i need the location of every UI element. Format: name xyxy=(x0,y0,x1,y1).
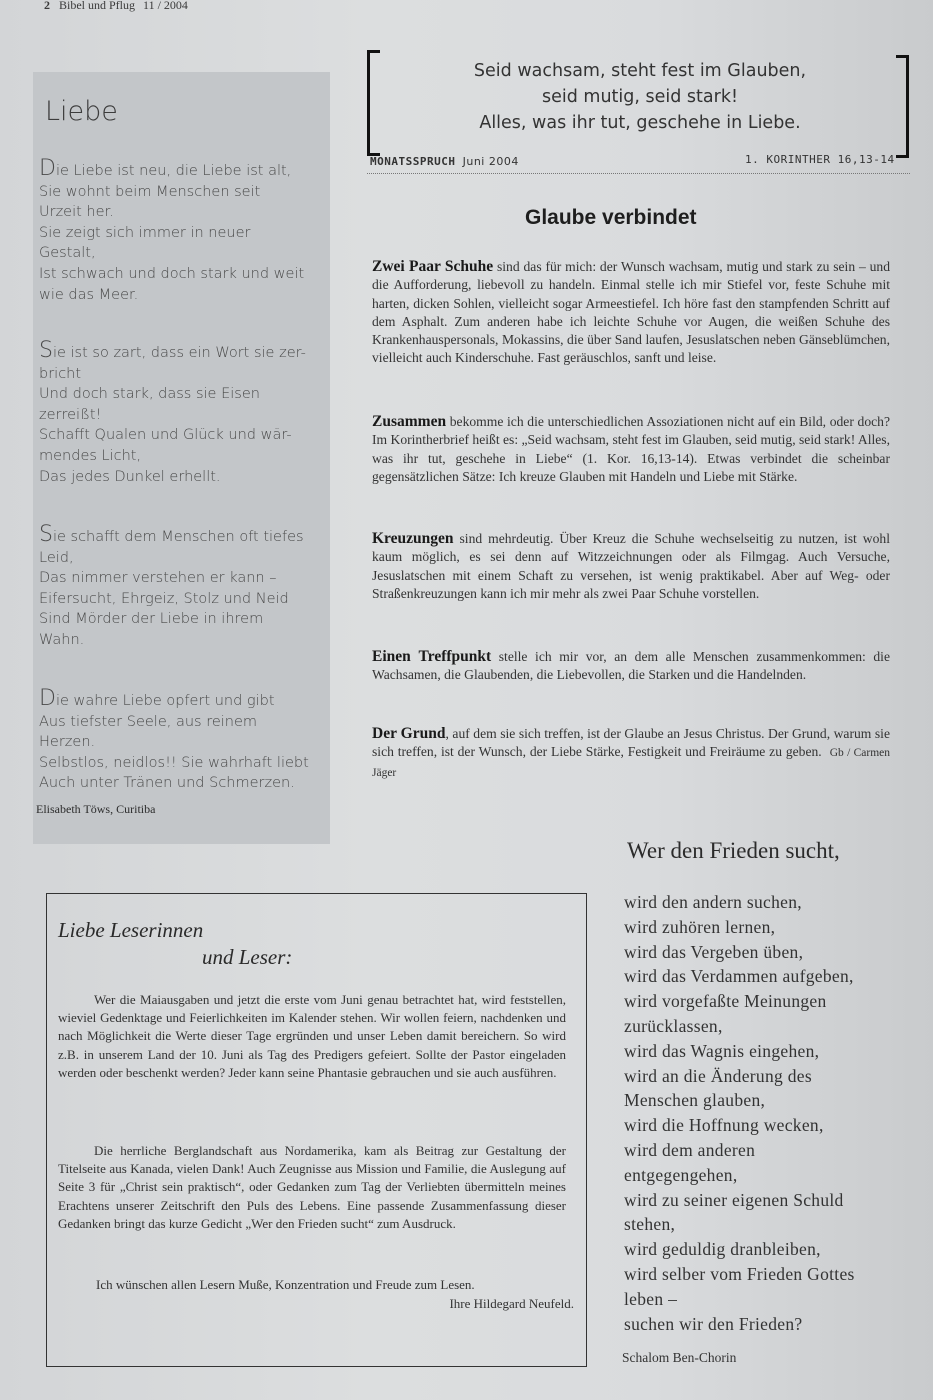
poem-line: Die Liebe ist neu, die Liebe ist alt, xyxy=(39,156,292,181)
paragraph-text: bekomme ich die unterschiedlichen Assoziationen nicht auf ein Bild, oder doch? Im Korintherbrief heißt es: „Seid wachsam, steht fest im Glauben, seid mutig, seid stark! Alles, was ihr tut, geschehe in Liebe“ (1. Kor. 16,13-14). Etwas verbindet die scheinbar gegensätzlichen Sätze: Ich kreuze Glauben mit Handeln und Liebe mit Stärke. xyxy=(372,414,890,484)
poem-line: Sie ist so zart, dass ein Wort sie zer- xyxy=(39,338,306,363)
poem-line: Ist schwach und doch stark und weit xyxy=(39,265,305,282)
letter-paragraph: Die herrliche Berglandschaft aus Nordamerika, kam als Beitrag zur Gestaltung der Titelseite aus Kanada, vielen Dank! Auch Zeugnisse aus Mission und Familie, die Auslegung auf Seite 3 für „Christ sein praktisch“, oder Gedanken zum Tag der Verliebten übermitteln meines Erachtens unserer Zeitschrift den Puls des Lebens. Eine passende Zusammenfassung dieser Gedanken bringt das kurze Gedicht „Wer den Frieden sucht“ zum Ausdruck. xyxy=(58,1143,566,1231)
article-paragraph xyxy=(372,648,890,685)
magazine-name: Bibel und Pflug xyxy=(59,0,136,12)
letter-signature: Ihre Hildegard Neufeld. xyxy=(449,1295,574,1311)
letter-paragraph: Wer die Maiausgaben und jetzt die erste vom Juni genau betrachtet hat, wird feststellen, wieviel Gedenktage und Feierlichkeiten im Kalender stehen. Wir wollen feiern, nachdenken und nach Möglichkeit die Werte dieser Tage ergründen und unser Leben damit bereichern. So wird z.B. in unserem Land der 10. Juni als Tag des Predigers gefeiert. Sollte der Pastor eingeladen werden oder beschenkt werden? Jeder kann seine Phantasie gebrauchen und sie auch ausführen. xyxy=(58,992,566,1080)
paragraph-lead: Kreuzungen xyxy=(372,530,454,547)
spruch-line: seid mutig, seid stark! xyxy=(542,87,738,107)
paragraph-text: sind das für mich: der Wunsch wachsam, mutig und stark zu sein – und die Aufforderung, liebevoll zu handeln. Einmal stelle ich mir Stiefel vor, feste Schuhe mit harten, dicken Sohlen, vielleicht sogar Armeestiefel. Ich höre fast den stampfenden Schritt auf dem Asphalt. Zum anderen habe ich leichte Schuhe vor Augen, die weißen Schuhe des Krankenhauspersonals, Mokassins, die über Sand laufen, Jesuslatschen neben Gänseblümchen, vielleicht auch Kinderschuhe. Fast geräuschlos, sanft und leise. xyxy=(372,259,890,366)
peace-poem-line: wird selber vom Frieden Gottes xyxy=(624,1263,855,1284)
poem-line: Schafft Qualen und Glück und wär- xyxy=(39,427,292,444)
poem-line: Selbstlos, neidlos!! Sie wahrhaft liebt xyxy=(39,754,309,771)
monatsspruch-label xyxy=(370,155,519,168)
article-title: Glaube verbindet xyxy=(525,206,697,229)
peace-poem-line: wird dem anderen xyxy=(624,1139,756,1160)
article-paragraph xyxy=(372,725,890,782)
poem-line: Sie schafft dem Menschen oft tiefes xyxy=(39,522,304,547)
poem-line: Auch unter Tränen und Schmerzen. xyxy=(39,775,295,792)
paragraph-lead: Zusammen xyxy=(372,413,447,430)
poem-stanza-1 xyxy=(39,156,329,305)
poem-line: Herzen. xyxy=(39,734,96,751)
poem-line: Die wahre Liebe opfert und gibt xyxy=(39,686,275,711)
peace-poem-line: wird an die Änderung des xyxy=(624,1065,812,1086)
letter-closing xyxy=(96,1276,574,1313)
spruch-line: Seid wachsam, steht fest im Glauben, xyxy=(473,61,807,81)
peace-poem-line: wird den andern suchen, xyxy=(624,892,802,912)
poem-line: Wahn. xyxy=(39,631,85,648)
spruch-reference: 1. KORINTHER 16,13-14 xyxy=(745,153,895,166)
poem-author: Elisabeth Töws, Curitiba xyxy=(36,802,156,816)
paragraph-lead: Einen Treffpunkt xyxy=(372,648,492,665)
poem-line: zerreißt! xyxy=(39,406,102,423)
peace-poem-author: Schalom Ben-Chorin xyxy=(622,1350,737,1365)
paragraph-text: , auf dem sie sich treffen, ist der Glaube an Jesus Christus. Der Grund, warum sie sich treffen, ist der Wunsch, der Liebe Stärke, Festigkeit und Freiräume zu geben. xyxy=(372,726,890,760)
article-paragraph xyxy=(372,413,890,486)
letter-greeting-1: Liebe Leserinnen xyxy=(58,918,204,942)
paragraph-lead: Der Grund xyxy=(372,725,446,742)
dotted-divider xyxy=(367,173,910,174)
paragraph-text: sind mehrdeutig. Über Kreuz die Schuhe wechselseitig zu nutzen, ist wohl kaum möglich, es sei denn auf Witzzeichnungen oder als Filmgag. Auch Versuche, Jesuslatschen mit einem Schaft zu versehen, ist wenig praktikabel. Aber auf Weg- oder Straßenkreuzungen kann ich mir mehr als zwei Paar Schuhe vorstellen. xyxy=(372,531,890,601)
peace-poem-line: suchen wir den Frieden? xyxy=(624,1313,803,1334)
bracket-right xyxy=(896,55,909,158)
page-header xyxy=(44,0,188,13)
bracket-left xyxy=(367,50,380,156)
article-paragraph xyxy=(372,258,890,368)
poem-line: bricht xyxy=(39,365,82,382)
peace-poem-body xyxy=(624,890,855,1336)
poem-title: Liebe xyxy=(45,96,118,127)
article-signature: Gb / Carmen Jäger xyxy=(372,747,890,779)
peace-poem-line: entgegengehen, xyxy=(624,1164,738,1185)
poem-line: Gestalt, xyxy=(39,245,96,262)
peace-poem-line: zurücklassen, xyxy=(624,1015,723,1036)
peace-poem-line: wird das Verdammen aufgeben, xyxy=(624,966,854,987)
poem-line: wie das Meer. xyxy=(39,286,139,303)
peace-poem-line: wird das Wagnis eingehen, xyxy=(624,1040,820,1061)
peace-poem-line: wird vorgefaßte Meinungen xyxy=(624,991,827,1012)
poem-line: mendes Licht, xyxy=(39,447,142,464)
poem-line: Sind Mörder der Liebe in ihrem xyxy=(39,611,264,628)
peace-poem-line: stehen, xyxy=(624,1214,676,1235)
poem-line: Aus tiefster Seele, aus reinem xyxy=(39,713,258,730)
monatsspruch-text xyxy=(390,58,890,136)
article-paragraph xyxy=(372,530,890,603)
peace-poem-line: wird zu seiner eigenen Schuld xyxy=(624,1189,844,1210)
poem-line: Urzeit her. xyxy=(39,204,114,221)
peace-poem-line: wird geduldig dranbleiben, xyxy=(624,1239,821,1260)
page-number: 2 xyxy=(44,0,50,12)
poem-stanza-4 xyxy=(39,686,329,794)
poem-line: Sie wohnt beim Menschen seit xyxy=(39,183,261,200)
spruch-label-text: MONATSSPRUCH xyxy=(370,155,456,168)
closing-text: Ich wünschen allen Lesern Muße, Konzentration und Freude zum Lesen. xyxy=(96,1277,475,1292)
paragraph-lead: Zwei Paar Schuhe xyxy=(372,258,494,275)
issue-number: 11 / 2004 xyxy=(143,0,188,12)
poem-stanza-2 xyxy=(39,338,329,487)
poem-line: Das jedes Dunkel erhellt. xyxy=(39,468,221,485)
peace-poem-title: Wer den Frieden sucht, xyxy=(627,838,840,863)
peace-poem-line: wird das Vergeben üben, xyxy=(624,941,804,962)
paragraph-text: stelle ich mir vor, an dem alle Menschen zusammenkommen: die Wachsamen, die Glaubenden, die Liebevollen, die Starken und die Handelnden. xyxy=(372,649,890,683)
peace-poem-line: wird zuhören lernen, xyxy=(624,916,776,937)
letter-greeting-2: und Leser: xyxy=(202,945,293,969)
poem-line: Eifersucht, Ehrgeiz, Stolz und Neid xyxy=(39,590,289,607)
poem-line: Und doch stark, dass sie Eisen xyxy=(39,386,260,403)
peace-poem-line: wird die Hoffnung wecken, xyxy=(624,1115,824,1136)
poem-line: Leid, xyxy=(39,549,74,566)
poem-line: Sie zeigt sich immer in neuer xyxy=(39,224,251,241)
spruch-line: Alles, was ihr tut, geschehe in Liebe. xyxy=(479,113,801,133)
poem-stanza-3 xyxy=(39,522,329,651)
peace-poem-line: Menschen glauben, xyxy=(624,1090,766,1111)
spruch-date: Juni 2004 xyxy=(462,155,519,168)
peace-poem-line: leben – xyxy=(624,1288,678,1309)
poem-line: Das nimmer verstehen er kann – xyxy=(39,570,277,587)
